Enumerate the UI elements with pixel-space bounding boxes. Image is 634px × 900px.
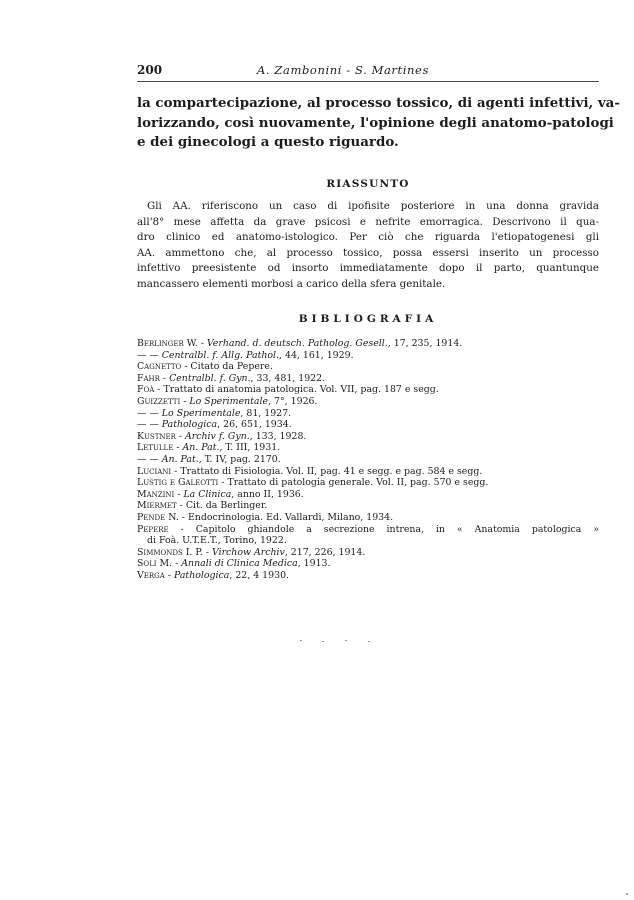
bib-entry-continuation (137, 535, 599, 547)
bib-entry (137, 431, 599, 443)
bib-author: Luciani (137, 465, 172, 477)
bib-separator: - (174, 488, 184, 500)
bib-entry (137, 384, 599, 396)
bib-journal: Archiv f. Gyn. (185, 430, 250, 442)
bib-separator: - (173, 442, 183, 454)
intro-line: e dei ginecologi a questo riguardo. (137, 134, 399, 150)
bib-details: Cit. da Berlinger. (185, 500, 268, 512)
bib-details: , 17, 235, 1914. (387, 338, 463, 349)
scan-speck (300, 640, 302, 641)
bib-details: , 133, 1928. (249, 430, 307, 442)
bib-entry (137, 408, 599, 420)
intro-line: la compartecipazione, al processo tossico, di agenti infettivi, va- (137, 95, 620, 111)
bib-journal: Virchow Archiv (211, 546, 285, 558)
bib-separator: - (181, 361, 191, 373)
intro-paragraph (137, 94, 620, 153)
bib-author: Soli M. (137, 558, 173, 570)
bib-entry (137, 570, 599, 582)
bib-author: Kustner (137, 430, 176, 442)
scan-speck (345, 640, 347, 641)
bib-entry (137, 350, 599, 362)
bib-details: Capitolo ghiandole a secrezione intrena, in « Anatomia patologica » (195, 523, 599, 535)
bib-separator: - (202, 546, 212, 558)
bib-separator: - (178, 511, 188, 523)
bib-journal: Lo Sperimentale (161, 407, 241, 419)
bib-details: , 7°, 1926. (268, 395, 318, 407)
bib-details: Endocrinologia. Ed. Vallardi, Milano, 1934. (187, 511, 394, 523)
bib-details: Trattato di anatomia patologica. Vol. VII, pag. 187 e segg. (163, 384, 439, 396)
bibliography-list (137, 338, 599, 581)
bib-entry (137, 396, 599, 408)
bib-details: , 44, 161, 1929. (279, 349, 354, 361)
bib-details: , 81, 1927. (240, 407, 292, 419)
summary-line: mancassero elementi morbosi a carico della sfera genitale. (137, 277, 446, 290)
bib-entry (137, 512, 599, 524)
bib-author: Berlinger W. (137, 338, 198, 349)
bib-journal: Verhand. d. deutsch. Patholog. Gesell. (206, 338, 388, 349)
bib-journal: Annali di Clinica Medica (181, 558, 298, 570)
bib-author: Pende N. (137, 511, 179, 523)
bib-details: , T. III, 1931. (219, 442, 281, 454)
bib-entry (137, 373, 599, 385)
bib-author: — — (137, 349, 159, 361)
intro-line: lorizzando, così nuovamente, l'opinione degli anatomo-patologi (137, 114, 614, 131)
bib-author: Miermet (137, 500, 177, 512)
header-authors: A. Zambonini - S. Martines (257, 63, 429, 77)
summary-heading: RIASSUNTO (326, 178, 410, 190)
bib-separator: - (180, 395, 190, 407)
summary-line: all'8° mese affetta da grave psicosi e nefrite emorragica. Descrivono il qua- (137, 215, 599, 228)
running-head (137, 63, 599, 81)
bib-separator: - (171, 465, 181, 477)
bib-author: Verga (137, 569, 165, 581)
bib-details: Trattato di patologia generale. Vol. II, pag. 570 e segg. (227, 477, 489, 489)
bib-author: Pepere (137, 523, 169, 535)
bib-author: Lustig e Galeotti (137, 477, 219, 489)
bib-separator: - (168, 523, 196, 535)
bib-entry (137, 442, 599, 454)
bib-separator: - (218, 477, 228, 489)
bib-author: Foà (137, 384, 155, 396)
bib-author: Guizzetti (137, 395, 181, 407)
bib-entry (137, 500, 599, 512)
bib-separator: - (176, 500, 186, 512)
page-number: 200 (137, 63, 163, 77)
bib-author: — — (137, 419, 159, 431)
summary-line: Gli AA. riferiscono un caso di ipofisite posteriore in una donna gravida (147, 200, 599, 212)
bib-details: di Foà. U.T.E.T., Torino, 1922. (147, 535, 287, 547)
bib-journal: An. Pat. (161, 453, 199, 465)
bib-separator: - (159, 372, 170, 384)
bib-journal: Lo Sperimentale (189, 395, 269, 407)
summary-paragraph (137, 199, 599, 292)
bib-journal: Centralbl. f. Gyn. (169, 372, 251, 384)
bib-entry (137, 558, 599, 570)
bib-separator: - (175, 430, 186, 442)
bib-journal: Pathologica (173, 569, 230, 581)
bib-author: — — (137, 407, 159, 419)
bib-entry (137, 361, 599, 373)
bib-author: Manzini (137, 488, 175, 500)
bib-author: — — (137, 453, 159, 465)
bib-separator: - (154, 384, 164, 396)
bib-journal: An. Pat. (182, 442, 220, 454)
bib-separator: - (164, 569, 174, 581)
scan-speck (368, 641, 370, 642)
bib-entry (137, 419, 599, 431)
bibliography-heading: BIBLIOGRAFIA (298, 313, 438, 325)
bib-author: Cagnetto (137, 361, 182, 373)
bib-entry (137, 524, 599, 536)
bib-entry (137, 489, 599, 501)
summary-line: dro clinico ed anatomo-istologico. Per ciò che riguarda l'etiopatogenesi gli (137, 231, 599, 243)
scan-speck (626, 893, 628, 895)
bib-separator: - (172, 558, 182, 570)
bib-separator: - (197, 338, 207, 349)
bib-journal: Centralbl. f. Allg. Pathol. (161, 349, 280, 361)
bib-details: , 33, 481, 1922. (250, 372, 326, 384)
bib-entry (137, 338, 599, 350)
bib-details: Citato da Pepere. (190, 361, 273, 373)
bib-entry (137, 454, 599, 466)
bib-details: , 22, 4 1930. (229, 569, 290, 581)
bib-details: , 1913. (297, 558, 331, 570)
bib-details: , anno II, 1936. (231, 488, 304, 500)
bib-details: , 26, 651, 1934. (217, 419, 292, 431)
header-rule (137, 81, 599, 82)
bib-author: Fahr (137, 372, 160, 384)
bib-author: Simmonds I. P. (137, 546, 203, 558)
scan-speck (322, 641, 324, 642)
bib-entry (137, 466, 599, 478)
bib-journal: La Clinica (183, 488, 232, 500)
summary-line: AA. ammettono che, al processo tossico, possa essersi inserito un processo (137, 246, 599, 259)
bib-details: Trattato di Fisiologia. Vol. II, pag. 41 e segg. e pag. 584 e segg. (180, 465, 483, 477)
summary-line: infettivo preesistente od insorto immediatamente dopo il parto, quantunque (137, 262, 599, 274)
bib-entry (137, 477, 599, 489)
bib-journal: Pathologica (161, 419, 218, 431)
bib-details: , T. IV, pag. 2170. (198, 453, 281, 465)
bib-entry (137, 547, 599, 559)
bib-author: Letulle (137, 442, 174, 454)
bib-details: , 217, 226, 1914. (284, 546, 366, 558)
